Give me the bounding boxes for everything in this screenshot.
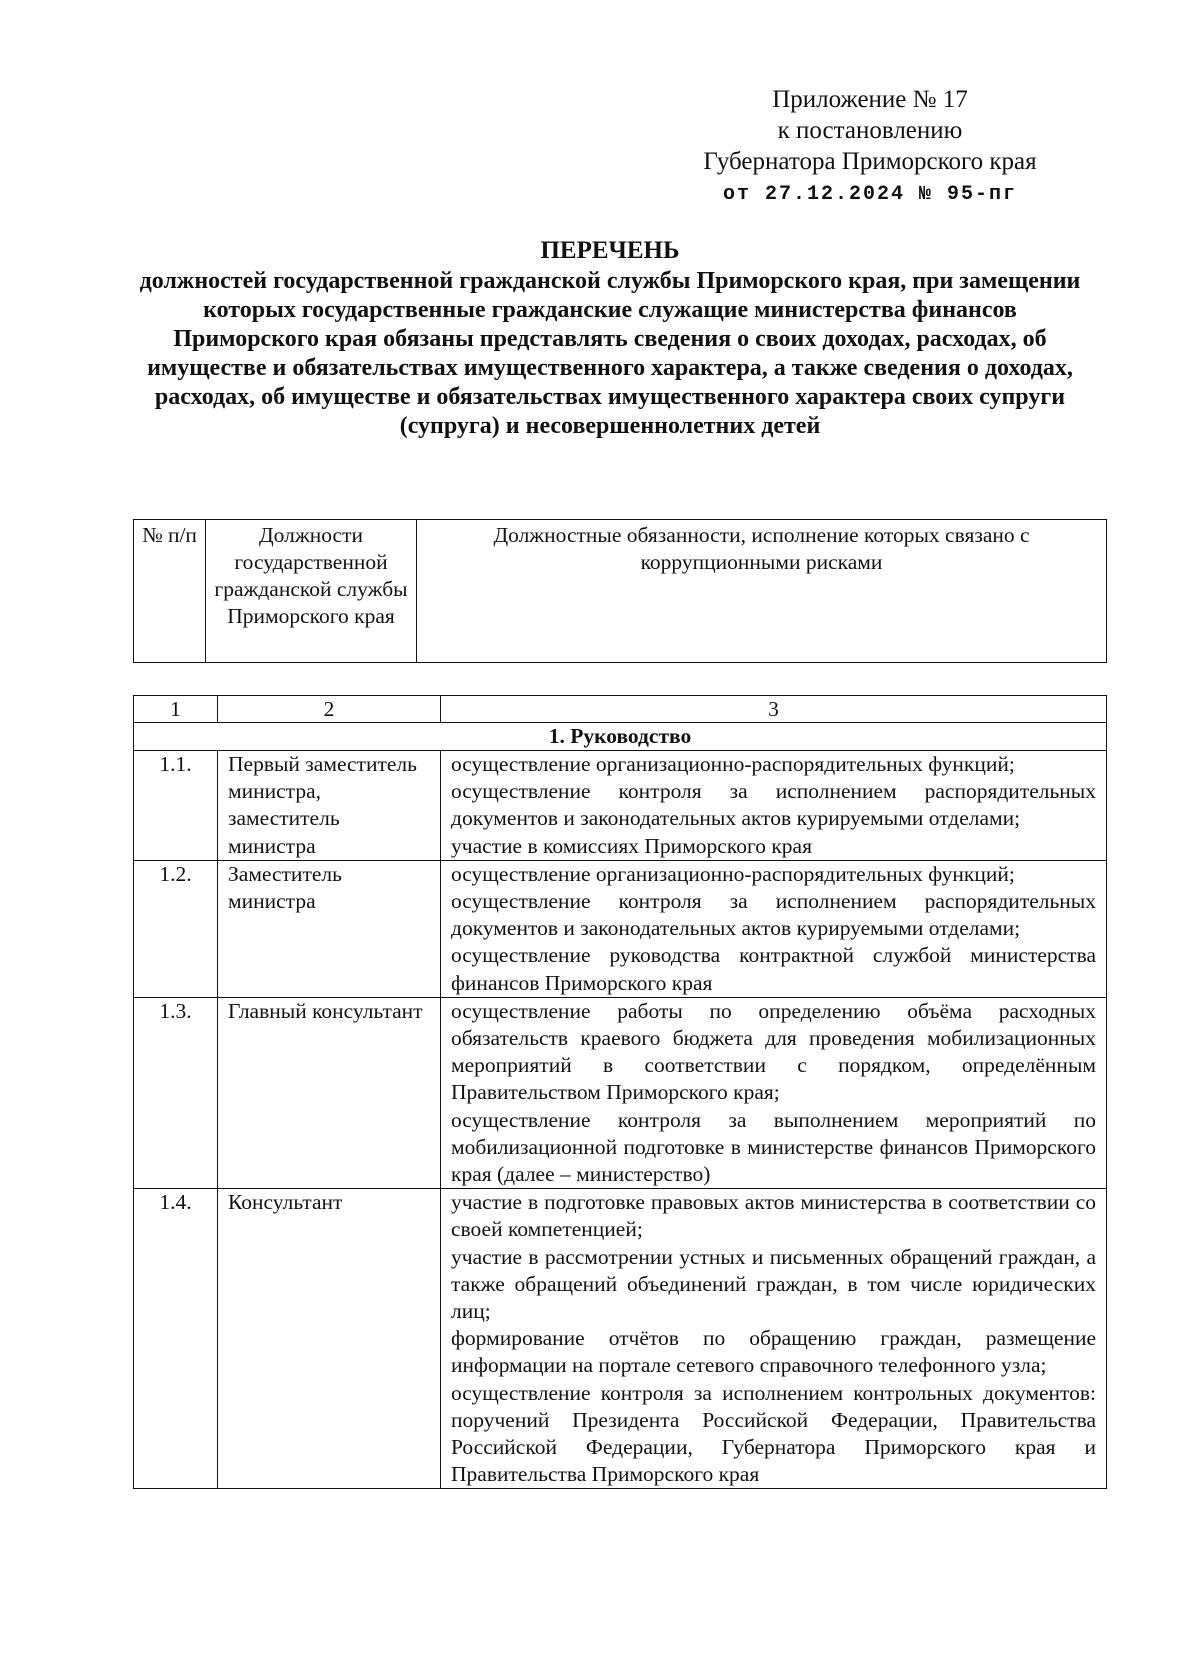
table-row [134, 751, 1107, 861]
positions-table [133, 695, 1107, 1489]
duty-item: участие в комиссиях Приморского края [451, 833, 812, 858]
row-duties [441, 751, 1107, 861]
duty-item: участие в рассмотрении устных и письменных обращений граждан, а также обращений объединений граждан, в том числе юридических лиц; [451, 1244, 1096, 1324]
row-number: 1.4. [134, 1189, 218, 1489]
column-number: 1 [134, 696, 218, 723]
duty-item: осуществление контроля за исполнением распорядительных документов и законодательных актов курируемыми отделами; [451, 889, 1096, 941]
title-subtitle: должностей государственной гражданской службы Приморского края, при замещении которых государственные гражданские служащие министерства финансов Приморского края обязаны представлять сведения о своих доходах, расходах, об имуществе и обязательствах имущественного характера, а также сведения о доходах, расходах, об имуществе и обязательствах имущественного характера своих супруги (супруга) и несовершеннолетних детей [139, 268, 1081, 439]
header-col-duties: Должностные обязанности, исполнение которых связано с коррупционными рисками [417, 520, 1107, 663]
duty-item: осуществление организационно-распорядительных функций; [451, 752, 1015, 776]
header-row [134, 520, 1107, 663]
table-row [134, 860, 1107, 997]
row-duties [441, 997, 1107, 1188]
duty-item: осуществление организационно-распорядительных функций; [451, 861, 1015, 886]
duty-item: осуществление контроля за выполнением мероприятий по мобилизационной подготовке в министерстве финансов Приморского края (далее – министерство) [451, 1107, 1096, 1187]
appendix-date-number: от 27.12.2024 № 95-пг [722, 183, 1018, 206]
duty-item: участие в подготовке правовых актов министерства в соответствии со своей компетенцией; [451, 1190, 1096, 1242]
duty-item: осуществление руководства контрактной службой министерства финансов Приморского края [451, 943, 1096, 995]
header-col-number: № п/п [134, 520, 206, 663]
section-row [134, 723, 1107, 751]
row-number: 1.2. [134, 860, 218, 997]
table-row [134, 1189, 1107, 1489]
column-number: 2 [218, 696, 441, 723]
appendix-reference: к постановлению [777, 117, 963, 144]
column-number-row [134, 696, 1107, 723]
duty-item: формирование отчётов по обращению граждан, размещение информации на портале сетевого справочного телефонного узла; [451, 1326, 1096, 1378]
row-number: 1.3. [134, 997, 218, 1188]
appendix-number: Приложение № 17 [772, 86, 968, 113]
row-position: Заместитель министра [218, 860, 441, 997]
section-title: 1. Руководство [134, 723, 1107, 751]
column-number: 3 [441, 696, 1107, 723]
header-col-position: Должности государственной гражданской службы Приморского края [206, 520, 417, 663]
appendix-issuer: Губернатора Приморского края [703, 148, 1037, 175]
title-heading: ПЕРЕЧЕНЬ [540, 237, 680, 264]
row-position: Консультант [218, 1189, 441, 1489]
header-table [133, 519, 1107, 663]
row-position: Главный консультант [218, 997, 441, 1188]
document-title [130, 236, 1090, 441]
row-number: 1.1. [134, 751, 218, 861]
table-row [134, 997, 1107, 1188]
appendix-header [660, 84, 1080, 210]
duty-item: осуществление контроля за исполнением контрольных документов: поручений Президента Российской Федерации, Правительства Российской Федерации, Губернатора Приморского края и Правительства Приморского края [451, 1380, 1096, 1487]
row-duties [441, 860, 1107, 997]
duty-item: осуществление работы по определению объёма расходных обязательств краевого бюджета для проведения мобилизационных мероприятий в соответствии с порядком, определённым Правительством Приморского края; [451, 998, 1096, 1105]
row-duties [441, 1189, 1107, 1489]
duty-item: осуществление контроля за исполнением распорядительных документов и законодательных актов курируемыми отделами; [451, 779, 1096, 831]
row-position: Первый заместитель министра, заместитель министра [218, 751, 441, 861]
